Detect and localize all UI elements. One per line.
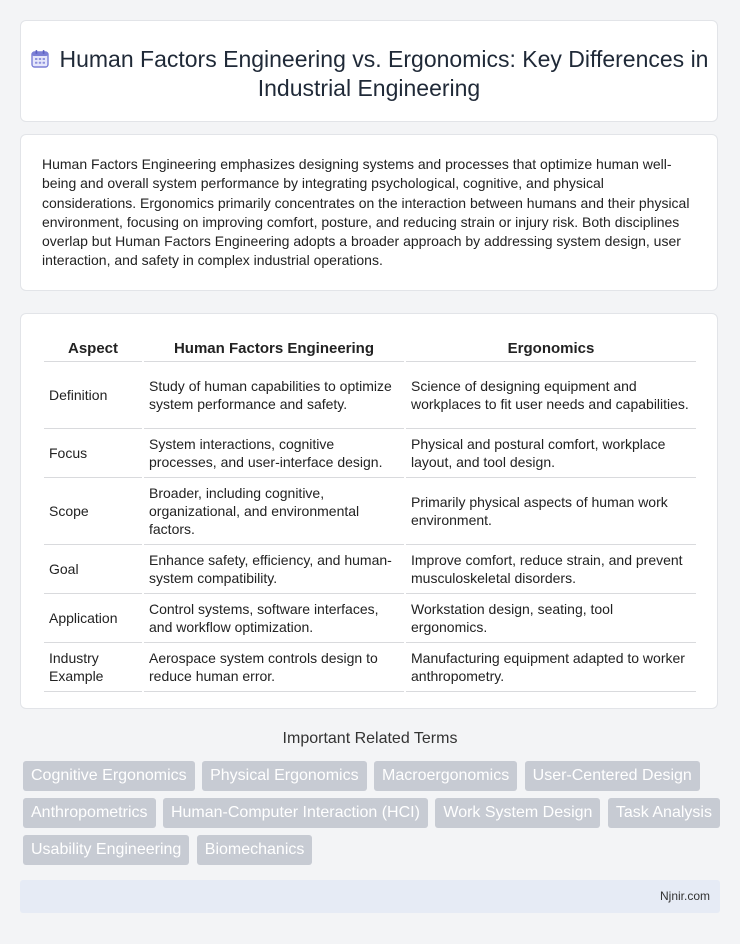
footer-brand[interactable]: Njnir.com — [659, 889, 710, 903]
page-title: Human Factors Engineering vs. Ergonomics: Key Differences in Industrial Engineering — [59, 46, 709, 101]
row-aspect: Scope — [44, 478, 142, 545]
row-human-factors: Control systems, software interfaces, and workflow optimization. — [144, 594, 404, 643]
related-terms-list — [23, 761, 723, 872]
row-ergonomics: Improve comfort, reduce strain, and prevent musculoskeletal disorders. — [406, 545, 696, 594]
row-human-factors: Enhance safety, efficiency, and human-system compatibility. — [144, 545, 404, 594]
row-aspect: Definition — [44, 362, 142, 429]
related-term-tag[interactable]: Usability Engineering — [23, 835, 189, 865]
row-aspect: Industry Example — [44, 643, 142, 692]
table-row — [44, 643, 696, 692]
table-row — [44, 429, 696, 478]
related-term-tag[interactable]: Biomechanics — [197, 835, 313, 865]
header-aspect: Aspect — [44, 332, 142, 362]
row-human-factors: Broader, including cognitive, organizational, and environmental factors. — [144, 478, 404, 545]
row-ergonomics: Manufacturing equipment adapted to worker anthropometry. — [406, 643, 696, 692]
comparison-table — [42, 332, 698, 692]
related-term-tag[interactable]: Cognitive Ergonomics — [23, 761, 195, 791]
related-term-tag[interactable]: User-Centered Design — [525, 761, 700, 791]
row-aspect: Focus — [44, 429, 142, 478]
row-aspect: Application — [44, 594, 142, 643]
related-term-tag[interactable]: Anthropometrics — [23, 798, 156, 828]
footer-bar — [20, 880, 720, 913]
title-card — [20, 20, 718, 122]
header-human-factors: Human Factors Engineering — [144, 332, 404, 362]
table-row — [44, 545, 696, 594]
page-title-wrap — [21, 45, 717, 103]
row-ergonomics: Primarily physical aspects of human work environment. — [406, 478, 696, 545]
row-aspect: Goal — [44, 545, 142, 594]
related-term-tag[interactable]: Macroergonomics — [374, 761, 517, 791]
calendar-icon — [30, 47, 50, 67]
row-human-factors: Study of human capabilities to optimize system performance and safety. — [144, 362, 404, 429]
table-header-row — [44, 332, 696, 362]
row-ergonomics: Science of designing equipment and workplaces to fit user needs and capabilities. — [406, 362, 696, 429]
related-term-tag[interactable]: Work System Design — [435, 798, 600, 828]
table-row — [44, 594, 696, 643]
table-row — [44, 478, 696, 545]
related-terms-heading: Important Related Terms — [282, 730, 458, 747]
table-row — [44, 362, 696, 429]
intro-paragraph: Human Factors Engineering emphasizes designing systems and processes that optimize human well-being and overall system performance by integrating psychological, cognitive, and physical considerations. Ergonomics primarily concentrates on the interaction between humans and their physical environment, focusing on improving comfort, posture, and reducing strain or injury risk. Both disciplines overlap but Human Factors Engineering adopts a broader approach by addressing system design, user interaction, and safety in complex industrial operations. — [42, 156, 690, 269]
intro-card — [20, 134, 718, 291]
related-term-tag[interactable]: Human-Computer Interaction (HCI) — [163, 798, 428, 828]
related-term-tag[interactable]: Physical Ergonomics — [202, 761, 367, 791]
row-ergonomics: Workstation design, seating, tool ergonomics. — [406, 594, 696, 643]
related-term-tag[interactable]: Task Analysis — [608, 798, 720, 828]
row-human-factors: Aerospace system controls design to reduce human error. — [144, 643, 404, 692]
row-ergonomics: Physical and postural comfort, workplace layout, and tool design. — [406, 429, 696, 478]
header-ergonomics: Ergonomics — [406, 332, 696, 362]
comparison-card — [20, 313, 718, 709]
row-human-factors: System interactions, cognitive processes, and user-interface design. — [144, 429, 404, 478]
